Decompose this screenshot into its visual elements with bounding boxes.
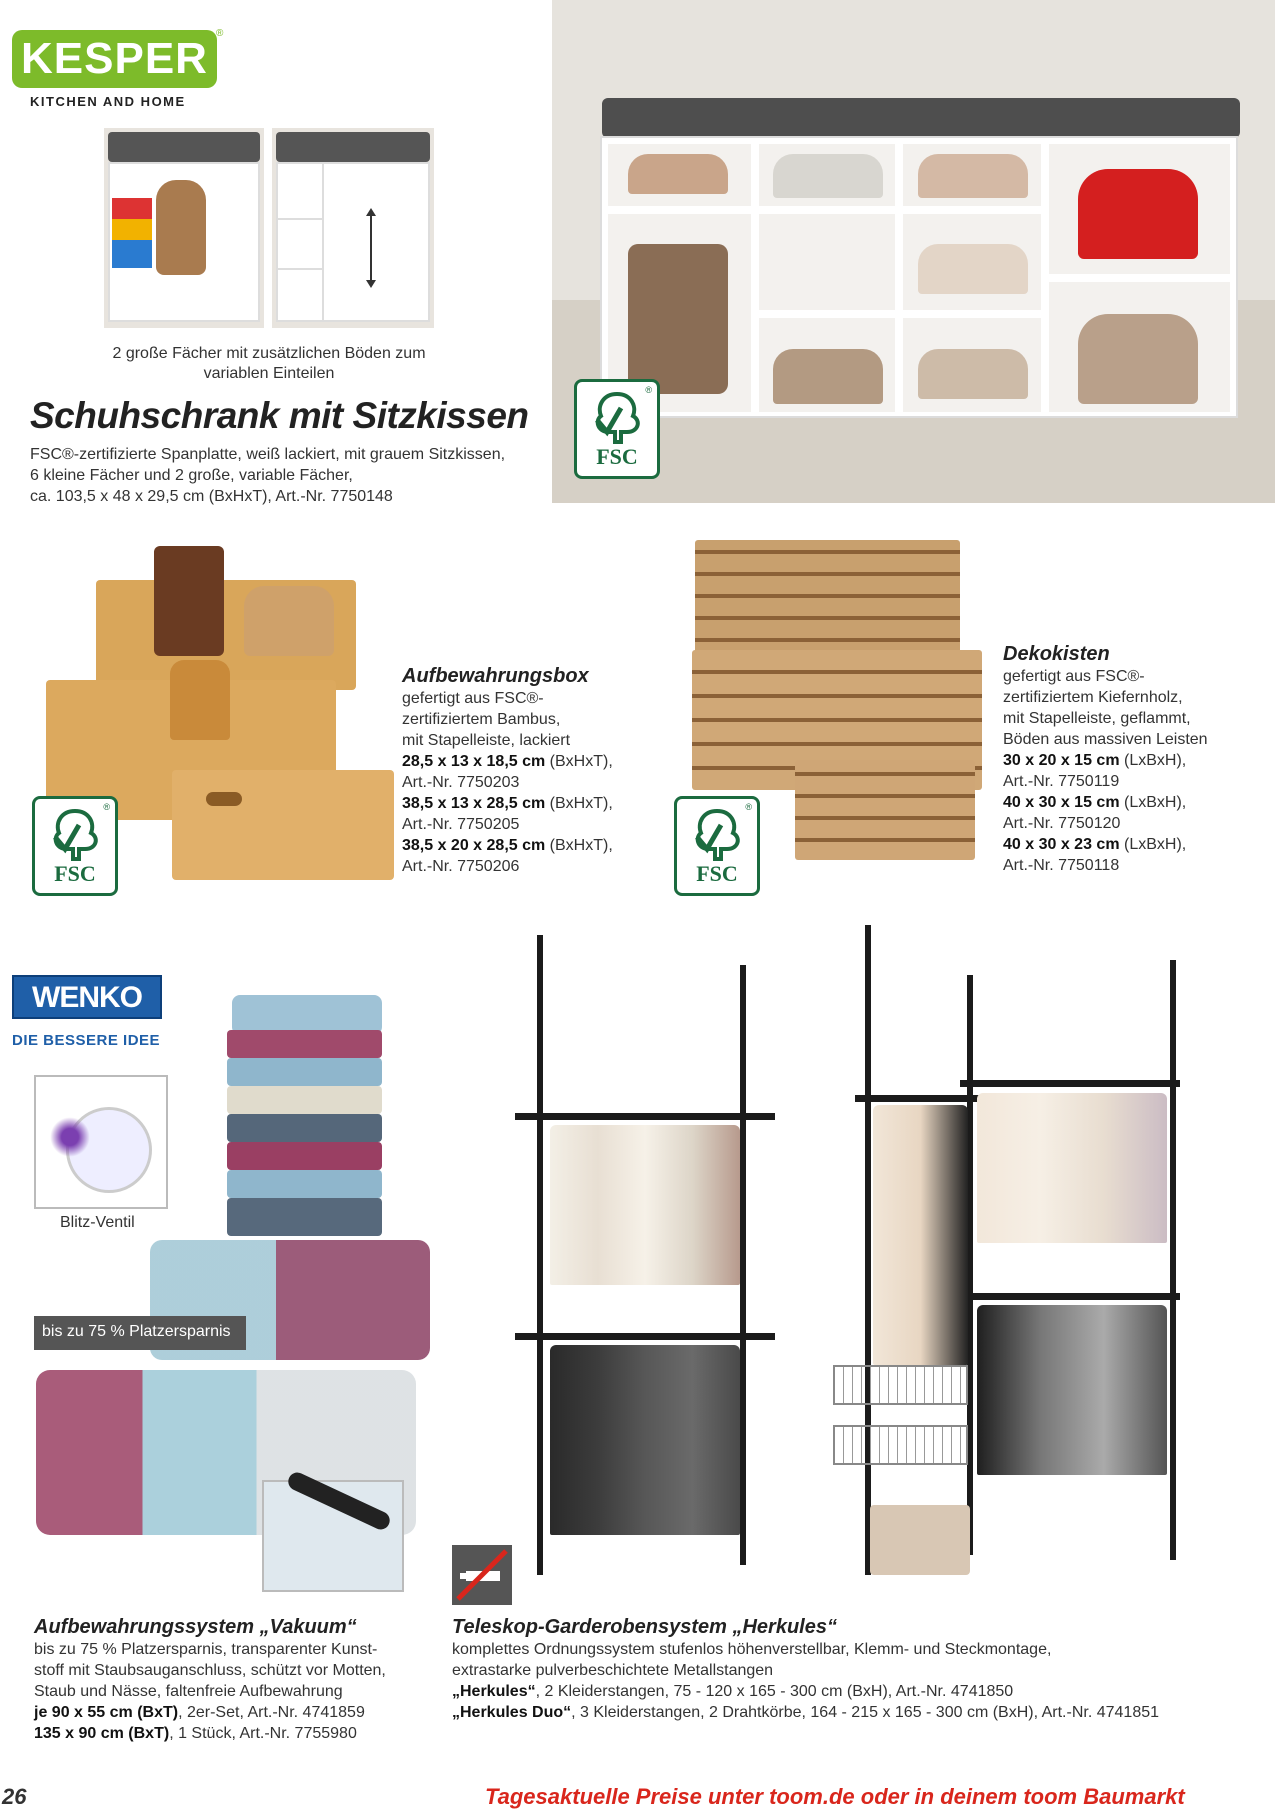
registered-mark: ® [745, 802, 752, 812]
deko-text [1003, 642, 1273, 876]
shelf-board [276, 268, 324, 270]
hanging-blouses [550, 1125, 740, 1285]
toys [112, 198, 152, 268]
bench-detail-photo-right [272, 128, 434, 328]
box-size: 38,5 x 13 x 28,5 cm [402, 795, 546, 812]
herkules-variant-name: „Herkules“ [452, 1683, 536, 1700]
airflow-arrows-icon [50, 1117, 90, 1157]
box-line: mit Stapelleiste, lackiert [402, 732, 571, 749]
box-dim: (BxHxT), [545, 837, 613, 854]
bench-cushion [108, 132, 260, 162]
adjust-arrow-icon [368, 208, 374, 288]
deko-art: Art.-Nr. 7750120 [1003, 815, 1121, 832]
vacuum-text [34, 1615, 434, 1744]
bench-desc-line: FSC®-zertifizierte Spanplatte, weiß lackiert, mit grauem Sitzkissen, [30, 446, 506, 463]
folded-shirt [232, 995, 382, 1035]
pole [1170, 960, 1176, 1560]
clothes-rail [515, 1333, 775, 1340]
box-dim: (BxHxT), [545, 753, 613, 770]
box-art: Art.-Nr. 7750206 [402, 858, 520, 875]
boots [628, 244, 728, 394]
clothes-rail [960, 1080, 1180, 1087]
folded-shirt [227, 1142, 382, 1170]
no-drilling-icon [452, 1545, 512, 1605]
crate-top [695, 540, 960, 660]
folded-shirt [227, 1086, 382, 1114]
shoes [628, 154, 728, 194]
bench-detail-photo-left [104, 128, 264, 328]
vacuum-hose-photo [262, 1480, 404, 1592]
vacuum-size-line [34, 1723, 434, 1744]
flats [918, 349, 1028, 399]
box-dim: (BxHxT), [545, 795, 613, 812]
box-line: zertifiziertem Bambus, [402, 711, 561, 728]
vacuum-rest: , 2er-Set, Art.-Nr. 4741859 [178, 1704, 365, 1721]
vacuum-size: 135 x 90 cm (BxT) [34, 1725, 170, 1742]
folded-clothes-stack [222, 995, 387, 1240]
herkules-variant-rest: , 2 Kleiderstangen, 75 - 120 x 165 - 300 cm (BxH), Art.-Nr. 4741850 [535, 1683, 1014, 1700]
fsc-badge [32, 796, 118, 896]
herkules-title: Teleskop-Garderobensystem „Herkules“ [452, 1616, 837, 1638]
deko-art: Art.-Nr. 7750119 [1003, 773, 1120, 790]
box-size: 38,5 x 20 x 28,5 cm [402, 837, 546, 854]
folded-shirt [227, 1058, 382, 1086]
vacuum-title: Aufbewahrungssystem „Vakuum“ [34, 1616, 357, 1638]
bench-title: Schuhschrank mit Sitzkissen [30, 395, 529, 436]
box-size-line [402, 751, 672, 772]
pole [740, 965, 746, 1565]
registered-mark: ® [645, 385, 652, 395]
vacuum-hose [285, 1470, 392, 1533]
deko-art: Art.-Nr. 7750118 [1003, 857, 1120, 874]
deko-dim: (LxBxH), [1119, 794, 1187, 811]
pole [537, 935, 543, 1575]
bench-caption-line: variablen Einteilen [203, 365, 335, 382]
clothes-rail [960, 1293, 1180, 1300]
pole [865, 925, 871, 1575]
fsc-tree-icon [591, 390, 643, 444]
shelf-board [276, 218, 324, 220]
bench-caption-line: 2 große Fächer mit zusätzlichen Böden zum [112, 345, 426, 362]
vacuum-size: je 90 x 55 cm (BxT) [34, 1704, 179, 1721]
footer-slogan: Tagesaktuelle Preise unter toom.de oder in deinem toom Baumarkt [485, 1784, 1185, 1809]
folded-shirt [227, 1030, 382, 1058]
sneakers [918, 244, 1028, 294]
vacuum-line: Staub und Nässe, faltenfreie Aufbewahrung [34, 1683, 343, 1700]
fsc-label: FSC [596, 444, 638, 469]
vacuum-size-line [34, 1702, 434, 1723]
box-art: Art.-Nr. 7750203 [402, 774, 520, 791]
vacuum-rest: , 1 Stück, Art.-Nr. 7755980 [169, 1725, 357, 1742]
box-size-line [402, 793, 672, 814]
deko-title: Dekokisten [1003, 643, 1110, 665]
deko-dim: (LxBxH), [1119, 752, 1187, 769]
beige-heels [1078, 314, 1198, 404]
vacuum-line: bis zu 75 % Platzersparnis, transparenter Kunst- [34, 1641, 378, 1658]
jar-with-lid [244, 586, 334, 656]
red-heels [1078, 169, 1198, 259]
clothes-rail [515, 1113, 775, 1120]
deko-size: 30 x 20 x 15 cm [1003, 752, 1120, 769]
deko-size: 40 x 30 x 15 cm [1003, 794, 1120, 811]
bench-caption [104, 344, 434, 384]
shelf-divider [322, 162, 324, 322]
bamboo-box-small [172, 770, 394, 880]
fsc-tree-icon [691, 807, 743, 861]
hanging-jackets [550, 1345, 740, 1535]
hanging-blouses [977, 1093, 1167, 1243]
deko-line: gefertigt aus FSC®- [1003, 668, 1145, 685]
storage-boxes [870, 1505, 970, 1575]
deko-dim: (LxBxH), [1119, 836, 1187, 853]
savings-badge-text: bis zu 75 % Platzersparnis [42, 1323, 231, 1340]
box-text [402, 664, 672, 877]
registered-mark: ® [103, 802, 110, 812]
herkules-photo [505, 925, 1185, 1590]
folded-shirt [227, 1114, 382, 1142]
deko-size-line [1003, 834, 1273, 855]
deko-size: 40 x 30 x 23 cm [1003, 836, 1120, 853]
box-size-line [402, 835, 672, 856]
herkules-line: komplettes Ordnungssystem stufenlos höhenverstellbar, Klemm- und Steckmontage, [452, 1641, 1052, 1658]
pasta-jar [170, 660, 230, 740]
teddy-bear [156, 180, 206, 275]
herkules-variant-name: „Herkules Duo“ [452, 1704, 572, 1721]
box-line: gefertigt aus FSC®- [402, 690, 544, 707]
spice-jars [154, 546, 224, 656]
box-handle [206, 792, 242, 806]
crate-bottom [795, 760, 975, 860]
fsc-label: FSC [696, 861, 738, 886]
wire-basket [833, 1365, 968, 1405]
box-art: Art.-Nr. 7750205 [402, 816, 520, 833]
savings-badge [34, 1316, 246, 1350]
folded-shirt [227, 1198, 382, 1236]
deko-line: zertifiziertem Kiefernholz, [1003, 689, 1183, 706]
wenko-logo-text: WENKO [32, 981, 142, 1014]
fsc-badge [574, 379, 660, 479]
deko-line: mit Stapelleiste, geflammt, [1003, 710, 1191, 727]
bench-main-photo [552, 0, 1275, 503]
valve-photo [34, 1075, 168, 1209]
box-title: Aufbewahrungsbox [402, 665, 589, 687]
vacuum-line: stoff mit Staubsauganschluss, schützt vor Motten, [34, 1662, 386, 1679]
bench-cubbies [608, 144, 1230, 412]
hanging-jackets [977, 1305, 1167, 1475]
herkules-line: extrastarke pulverbeschichtete Metallstangen [452, 1662, 774, 1679]
folded-shirt [227, 1170, 382, 1198]
fsc-badge [674, 796, 760, 896]
kesper-logo [12, 30, 217, 88]
kesper-logo-text: KESPER [21, 34, 208, 83]
deko-size-line [1003, 792, 1273, 813]
bench-desc-line: 6 kleine Fächer und 2 große, variable Fächer, [30, 467, 353, 484]
bench-desc-line: ca. 103,5 x 48 x 29,5 cm (BxHxT), Art.-Nr. 7750148 [30, 488, 393, 505]
wenko-tagline: DIE BESSERE IDEE [12, 1032, 161, 1049]
bench-cushion [276, 132, 430, 162]
page-number: 26 [2, 1784, 27, 1809]
wire-basket [833, 1425, 968, 1465]
bench-description [30, 444, 550, 507]
hanging-lace-dress [873, 1105, 968, 1365]
fsc-tree-icon [49, 807, 101, 861]
valve-caption: Blitz-Ventil [60, 1214, 135, 1231]
deko-line: Böden aus massiven Leisten [1003, 731, 1208, 748]
box-size: 28,5 x 13 x 18,5 cm [402, 753, 546, 770]
heels [773, 349, 883, 404]
sneakers [773, 154, 883, 198]
kesper-registered-mark: ® [216, 28, 224, 39]
cubby [759, 214, 895, 310]
kesper-tagline: KITCHEN AND HOME [30, 94, 186, 109]
sneakers [918, 154, 1028, 198]
herkules-text [452, 1615, 1252, 1723]
herkules-variant-line [452, 1681, 1252, 1702]
wenko-logo [12, 975, 162, 1019]
herkules-variant-rest: , 3 Kleiderstangen, 2 Drahtkörbe, 164 - 215 x 165 - 300 cm (BxH), Art.-Nr. 4741851 [571, 1704, 1160, 1721]
fsc-label: FSC [54, 861, 96, 886]
bench-body [276, 162, 430, 322]
herkules-variant-line [452, 1702, 1252, 1723]
deko-size-line [1003, 750, 1273, 771]
bench-cushion [602, 98, 1240, 138]
clothes-rail [855, 1095, 980, 1102]
